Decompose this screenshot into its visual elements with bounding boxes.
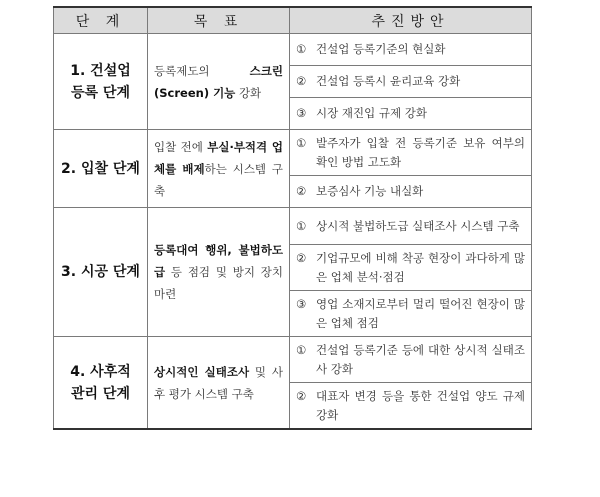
plan-number: ③ <box>296 106 307 120</box>
plan-text: 시장 재진입 규제 강화 <box>316 106 427 120</box>
plan-number: ③ <box>296 296 307 311</box>
table-row <box>54 34 532 66</box>
header-goal: 목 표 <box>148 7 290 34</box>
stage-label: 1. 건설업 <box>70 62 131 79</box>
goal-text: 등록제도의 <box>154 63 250 78</box>
stage-label: 등록 단계 <box>71 84 130 101</box>
strategy-table <box>53 6 532 430</box>
plan-text: 영업 소재지로부터 멀리 떨어진 현장이 많은 업체 점검 <box>316 296 525 330</box>
stage-cell <box>54 34 148 130</box>
plan-cell <box>290 383 532 430</box>
stage-cell <box>54 208 148 337</box>
goal-emphasis: 부실·부적격 업체를 배제 <box>154 139 283 176</box>
plan-number: ② <box>296 388 307 403</box>
plan-cell <box>290 245 532 291</box>
stage-label: 관리 단계 <box>71 385 130 402</box>
header-row <box>54 7 532 34</box>
plan-number: ② <box>296 184 307 198</box>
goal-text: 입찰 전에 <box>154 139 208 154</box>
plan-text: 건설업 등록기준의 현실화 <box>316 42 446 56</box>
table-row <box>54 337 532 383</box>
plan-number: ① <box>296 42 307 56</box>
goal-cell <box>148 337 290 430</box>
plan-text: 상시적 불법하도급 실태조사 시스템 구축 <box>316 218 520 233</box>
plan-text: 대표자 변경 등을 통한 건설업 양도 규제 강화 <box>316 388 525 422</box>
plan-number: ① <box>296 218 307 233</box>
goal-cell <box>148 208 290 337</box>
plan-text: 보증심사 기능 내실화 <box>316 184 424 198</box>
plan-number: ② <box>296 74 307 88</box>
goal-emphasis: 등록대여 행위, 불법하도급 <box>154 243 283 279</box>
stage-cell <box>54 130 148 208</box>
goal-text: 하는 시스템 구축 <box>154 161 283 198</box>
plan-text: 건설업 등록시 윤리교육 강화 <box>316 74 461 88</box>
goal-cell <box>148 130 290 208</box>
plan-cell <box>290 66 532 98</box>
plan-cell <box>290 176 532 208</box>
stage-label: 2. 입찰 단계 <box>61 160 140 177</box>
goal-emphasis: 상시적인 실태조사 <box>154 364 250 379</box>
stage-label: 4. 사후적 <box>70 363 131 380</box>
plan-text: 기업규모에 비해 착공 현장이 과다하게 많은 업체 분석·점검 <box>316 250 525 284</box>
stage-label: 3. 시공 단계 <box>61 264 140 280</box>
goal-text: 강화 <box>235 85 262 100</box>
plan-text: 발주자가 입찰 전 등록기준 보유 여부의 확인 방법 고도화 <box>316 135 525 169</box>
plan-text: 건설업 등록기준 등에 대한 상시적 실태조사 강화 <box>316 342 525 376</box>
plan-cell <box>290 291 532 337</box>
goal-emphasis: 스크린 (Screen) 기능 <box>154 63 283 100</box>
plan-cell <box>290 130 532 176</box>
table-row <box>54 130 532 176</box>
goal-cell <box>148 34 290 130</box>
plan-number: ① <box>296 342 307 357</box>
plan-cell <box>290 98 532 130</box>
header-plan: 추진방안 <box>290 7 532 34</box>
goal-text: 및 사후 평가 시스템 구축 <box>154 364 284 401</box>
plan-number: ② <box>296 250 307 265</box>
plan-number: ① <box>296 135 307 150</box>
header-stage: 단 계 <box>54 7 148 34</box>
stage-cell <box>54 337 148 430</box>
table-row <box>54 208 532 245</box>
plan-cell <box>290 34 532 66</box>
plan-cell <box>290 208 532 245</box>
plan-cell <box>290 337 532 383</box>
goal-text: 등 점검 및 방지 장치 마련 <box>154 265 283 301</box>
